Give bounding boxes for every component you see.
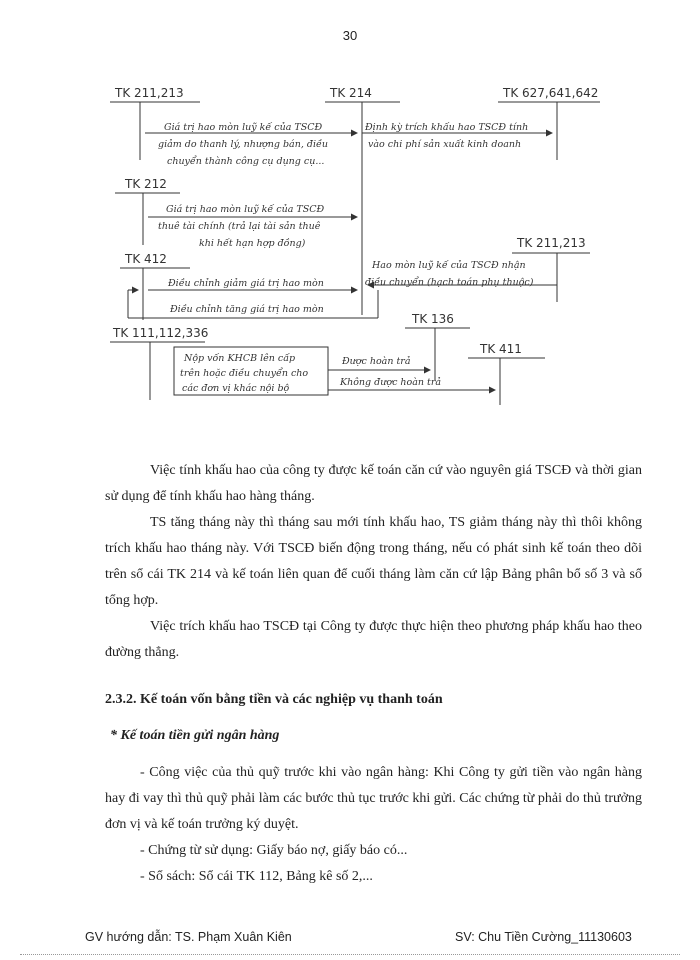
label-l1-3: chuyển thành công cụ dụng cụ... xyxy=(167,156,325,167)
label-l1-1: Giá trị hao mòn luỹ kế của TSCĐ xyxy=(164,122,323,133)
footer-divider xyxy=(20,954,680,955)
page-number: 30 xyxy=(342,28,358,43)
footer-supervisor: GV hướng dẫn: TS. Phạm Xuân Kiên xyxy=(85,930,292,944)
label-l4-1: Hao mòn luỹ kế của TSCĐ nhận xyxy=(372,260,526,271)
section-heading: 2.3.2. Kế toán vốn bằng tiền và các nghiệp vụ thanh toán xyxy=(105,692,443,707)
label-l6: Điều chỉnh tăng giá trị hao mòn xyxy=(170,304,324,315)
label-l1-2: giảm do thanh lý, nhượng bán, điều xyxy=(158,139,328,150)
label-l3-2: thuê tài chính (trả lại tài sản thuê xyxy=(158,221,321,232)
body-text-2 xyxy=(105,760,642,890)
label-l3-3: khi hết hạn hợp đồng) xyxy=(199,238,306,249)
label-l8: Được hoàn trả xyxy=(342,356,411,367)
paragraph-5: - Chứng từ sử dụng: Giấy báo nợ, giấy báo có... xyxy=(140,843,408,858)
body-text-1 xyxy=(105,458,642,666)
paragraph-3: Việc trích khấu hao TSCĐ tại Công ty được thực hiện theo phương pháp khấu hao theo đường thẳng. xyxy=(105,619,642,660)
label-l2-1: Định kỳ trích khấu hao TSCĐ tính xyxy=(365,122,529,133)
label-l2-2: vào chi phí sản xuất kinh doanh xyxy=(368,139,522,150)
paragraph-2: TS tăng tháng này thì tháng sau mới tính khấu hao, TS giảm tháng này thì thôi không trích khấu hao tháng này. Với TSCĐ biến động trong tháng, nếu có phát sinh kế toán theo dõi trên sổ cái TK 214 và kế toán liên quan để cuối tháng làm căn cứ lập Bảng phân bổ số 3 và sổ tổng hợp. xyxy=(105,515,642,608)
account-tk211-213: TK 211,213 xyxy=(115,86,184,100)
account-tk111: TK 111,112,336 xyxy=(113,326,209,340)
footer-student: SV: Chu Tiền Cường_11130603 xyxy=(455,930,632,944)
label-l9: Không được hoàn trả xyxy=(340,377,442,388)
label-l3-1: Giá trị hao mòn luỹ kế của TSCĐ xyxy=(166,204,325,215)
label-l5: Điều chỉnh giảm giá trị hao mòn xyxy=(168,278,324,289)
label-l7-2: trên hoặc điều chuyển cho xyxy=(180,368,309,379)
account-tk212: TK 212 xyxy=(125,177,167,191)
label-l7-1: Nộp vốn KHCB lên cấp xyxy=(184,353,296,364)
label-l7-3: các đơn vị khác nội bộ xyxy=(182,383,290,394)
subheading: * Kế toán tiền gửi ngân hàng xyxy=(110,728,280,743)
paragraph-4: - Công việc của thủ quỹ trước khi vào ngân hàng: Khi Công ty gửi tiền vào ngân hàng hay đi vay thì thủ quỹ phải làm các bước thủ tục trước khi gửi. Các chứng từ phải do thủ trưởng đơn vị và kế toán trưởng ký duyệt. xyxy=(105,765,642,832)
account-tk214: TK 214 xyxy=(330,86,372,100)
account-tk411: TK 411 xyxy=(480,342,522,356)
label-l4-2: điều chuyển (hạch toán phụ thuộc) xyxy=(365,277,534,288)
account-tk627: TK 627,641,642 xyxy=(503,86,599,100)
account-tk211-213-right: TK 211,213 xyxy=(517,236,586,250)
account-tk412: TK 412 xyxy=(125,252,167,266)
paragraph-1: Việc tính khấu hao của công ty được kế toán căn cứ vào nguyên giá TSCĐ và thời gian sử dụng để tính khấu hao hàng tháng. xyxy=(105,463,642,504)
paragraph-6: - Sổ sách: Sổ cái TK 112, Bảng kê số 2,... xyxy=(140,869,373,884)
account-tk136: TK 136 xyxy=(412,312,454,326)
accounting-diagram xyxy=(0,80,700,420)
